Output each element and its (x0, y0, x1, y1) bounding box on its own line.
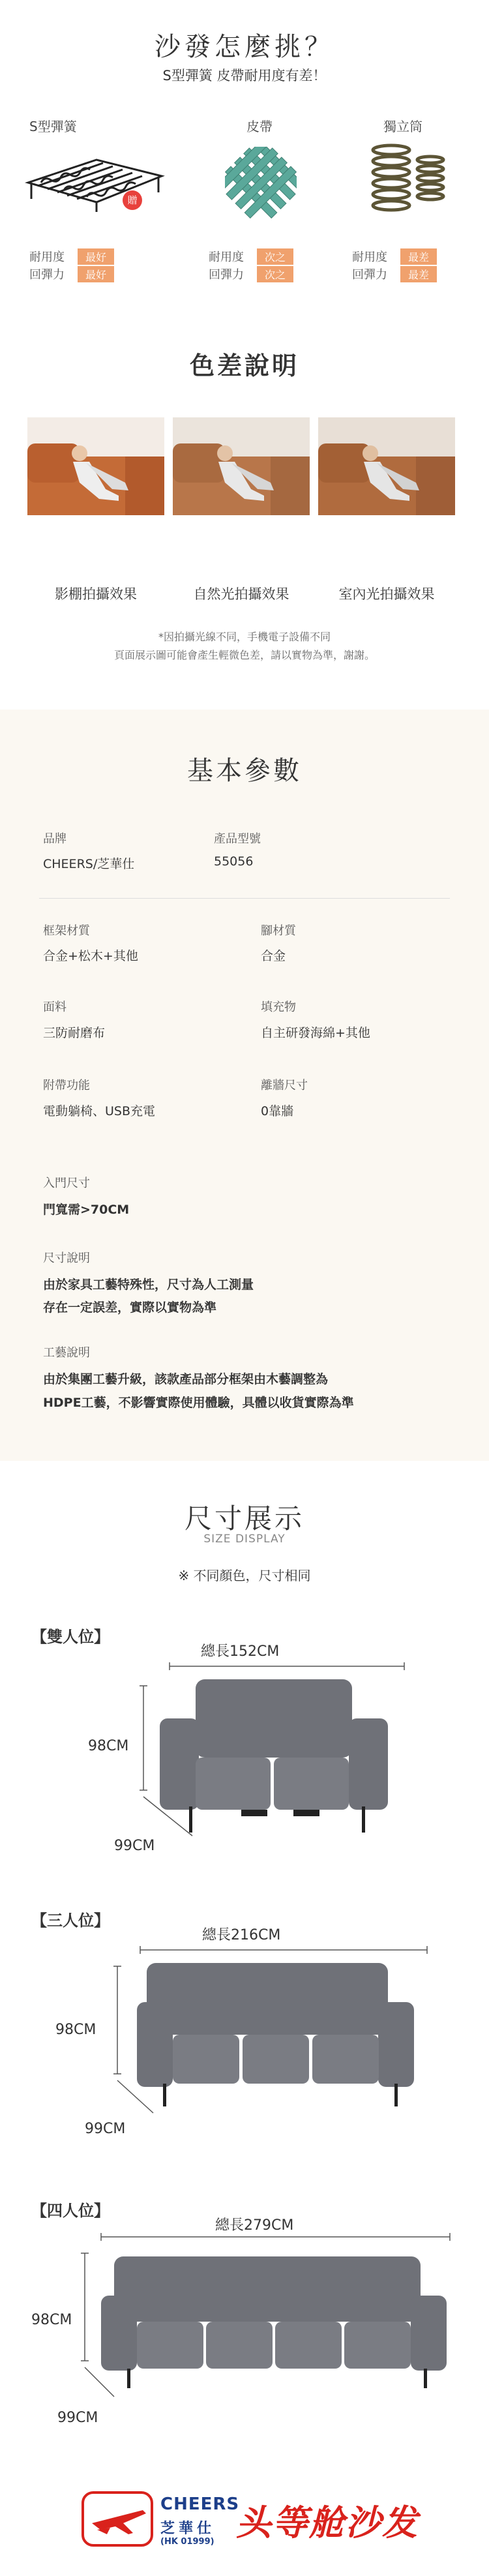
color-note-2: 頁面展示圖可能會產生輕微色差，請以實物為準，謝謝。 (113, 649, 375, 661)
four-seater-depth: 99CM (57, 2410, 98, 2426)
three-seater-length: 總長216CM (202, 1927, 281, 1943)
filling-label: 填充物 (261, 1000, 296, 1014)
craft-2: HDPE工藝，不影響實際使用體驗，具體以收貨實際為準 (43, 1396, 354, 1410)
brand-value: CHEERS/芝華仕 (43, 857, 135, 871)
brand-name-cn: 芝華仕 (160, 2521, 216, 2537)
three-seater-height: 98CM (55, 2022, 96, 2038)
filling-value: 自主研發海綿+其他 (261, 1026, 370, 1040)
color-section-title: 色差說明 (189, 352, 299, 380)
page-title: 沙發怎麼挑？ (155, 32, 334, 62)
spring-resilience-row: 回彈力 最好 (29, 265, 114, 282)
indoor-light-photo (318, 417, 455, 515)
two-seater-sofa-image (130, 1660, 417, 1842)
color-note-1: *因拍攝光線不同，手機電子設備不同 (158, 631, 331, 643)
brand-code: (HK 01999) (160, 2537, 215, 2547)
brand-slogan: 头等舱沙发 (236, 2502, 419, 2543)
size-note-1: 由於家具工藝特殊性，尺寸為人工測量 (43, 1278, 254, 1292)
craft-1: 由於集團工藝升級，該款產品部分框架由木藝調整為 (43, 1372, 329, 1386)
belt-webbing-image (225, 147, 297, 218)
pocket-spring-image (365, 140, 450, 218)
comparison-name-belt: 皮帶 (246, 119, 273, 134)
belt-resilience-row: 回彈力 次之 (209, 265, 293, 282)
brand-name-en: CHEERS (160, 2494, 240, 2514)
wall-label: 離牆尺寸 (261, 1079, 308, 1092)
four-seater-height: 98CM (31, 2312, 72, 2328)
model-label: 產品型號 (214, 832, 261, 846)
comparison-name-pocket: 獨立筒 (383, 119, 422, 134)
s-spring-frame-image (25, 137, 168, 215)
model-value: 55056 (214, 854, 254, 869)
gift-badge: 贈 (123, 190, 142, 210)
size-note-2: 存在一定誤差，實際以實物為準 (43, 1300, 217, 1315)
frame-label: 框架材質 (43, 924, 90, 938)
natural-caption: 自然光拍攝效果 (193, 586, 289, 602)
pocket-durability-row: 耐用度 最差 (352, 248, 437, 265)
four-seater-length: 總長279CM (215, 2217, 294, 2234)
extra-label: 附帶功能 (43, 1079, 90, 1092)
indoor-caption: 室內光拍攝效果 (338, 586, 435, 602)
spring-durability-row: 耐用度 最好 (29, 248, 114, 265)
belt-durability-row: 耐用度 次之 (209, 248, 293, 265)
params-title: 基本參數 (187, 756, 302, 786)
frame-value: 合金+松木+其他 (43, 949, 138, 963)
params-divider (39, 898, 450, 899)
wall-value: 0靠牆 (261, 1104, 294, 1118)
brand-logo-box (82, 2491, 153, 2547)
size-note-label: 尺寸說明 (43, 1251, 90, 1265)
airplane-icon (84, 2494, 151, 2544)
size-note: ※ 不同顏色，尺寸相同 (178, 1568, 311, 1583)
page-subtitle: S型彈簧 皮帶耐用度有差！ (162, 68, 327, 83)
door-value: 門寬需>70CM (43, 1203, 130, 1217)
craft-label: 工藝說明 (43, 1346, 90, 1360)
size-section-title: 尺寸展示 (184, 1503, 304, 1535)
fabric-value: 三防耐磨布 (43, 1026, 106, 1040)
four-seater-label: 【四人位】 (31, 2202, 110, 2220)
natural-light-photo (173, 417, 310, 515)
fabric-label: 面料 (43, 1000, 67, 1014)
three-seater-label: 【三人位】 (31, 1911, 110, 1930)
two-seater-height: 98CM (88, 1738, 129, 1754)
three-seater-sofa-image (108, 1943, 434, 2119)
foot-value: 合金 (261, 949, 286, 963)
studio-photo (27, 417, 164, 515)
four-seater-sofa-image (72, 2230, 456, 2403)
studio-caption: 影棚拍攝效果 (55, 586, 137, 602)
two-seater-length: 總長152CM (201, 1643, 280, 1660)
pocket-resilience-row: 回彈力 最差 (352, 265, 437, 282)
three-seater-depth: 99CM (85, 2121, 126, 2137)
door-label: 入門尺寸 (43, 1176, 90, 1190)
brand-label: 品牌 (43, 832, 67, 846)
size-section-en: SIZE DISPLAY (203, 1533, 286, 1546)
foot-label: 腳材質 (261, 924, 296, 938)
extra-value: 電動躺椅、USB充電 (43, 1104, 156, 1118)
two-seater-depth: 99CM (114, 1838, 155, 1854)
comparison-name-spring: S型彈簧 (29, 119, 77, 134)
two-seater-label: 【雙人位】 (31, 1628, 110, 1646)
